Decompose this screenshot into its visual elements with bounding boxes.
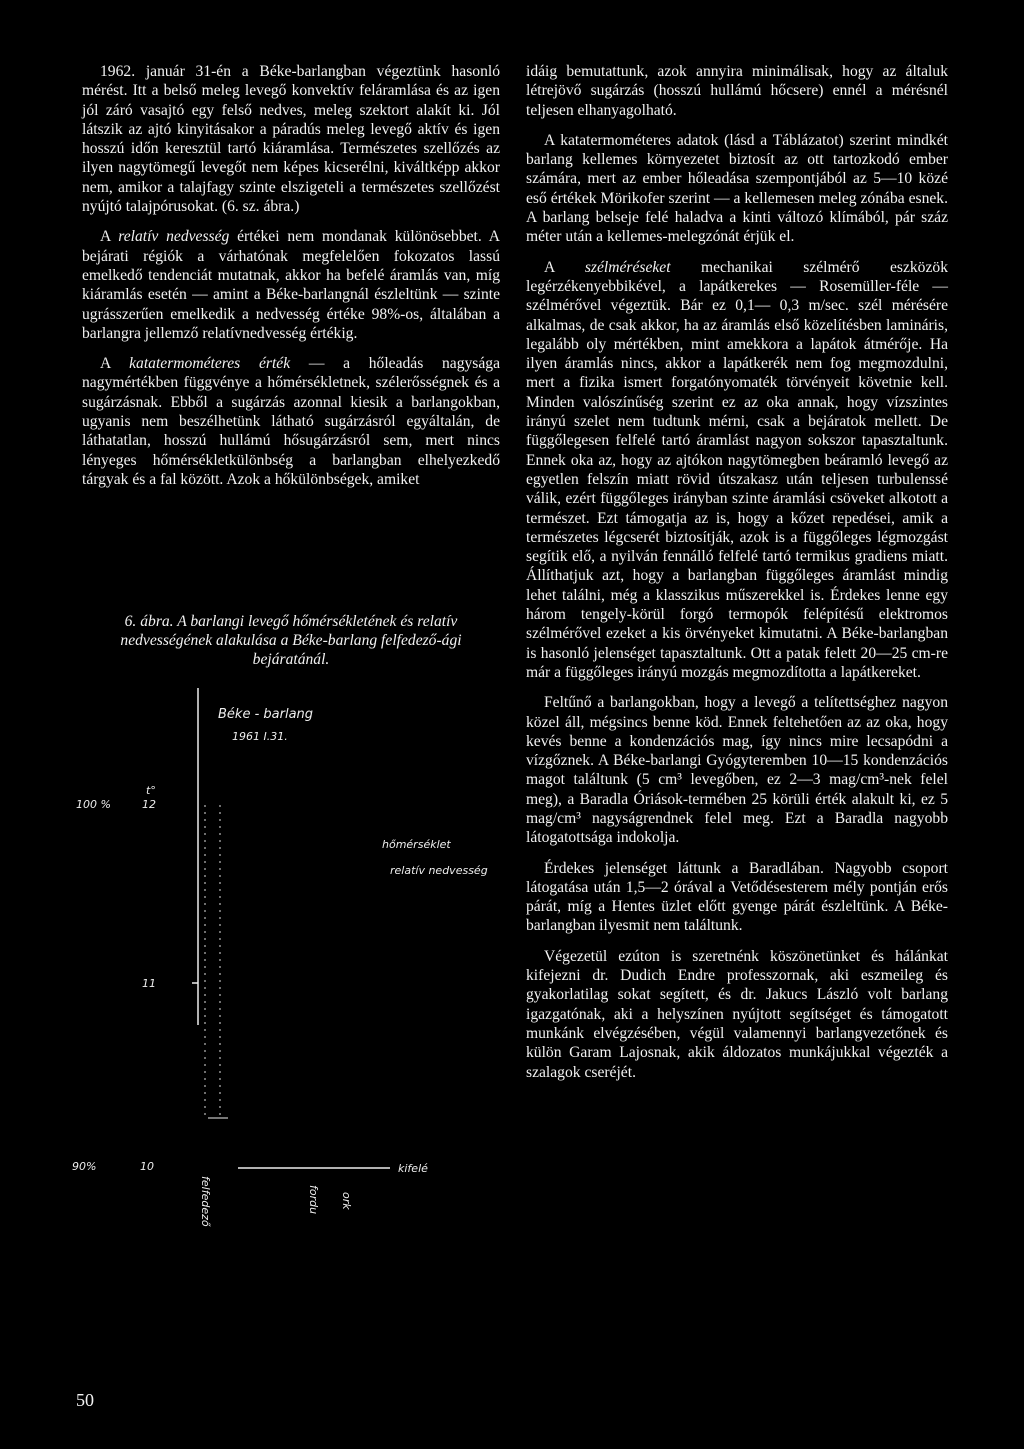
right-paragraph-5: Érdekes jelenséget láttunk a Baradlában. Nagyobb csoport látogatása után 1,5—2 órával a Vetődésesterem mély pontján erős párát, míg a Hentes üzlet előtt gyenge párát észleltünk. A Béke-barlangban ilyesmit nem találtunk. — [526, 859, 948, 935]
temp-tick-12: 12 — [142, 798, 156, 811]
label-fordu: fordu — [307, 1185, 320, 1215]
figure-6-diagram — [60, 680, 500, 1227]
label-felfedezo: felfedező — [199, 1176, 212, 1227]
figure-title: Béke - barlang — [218, 707, 314, 722]
right-paragraph-6: Végezetül ezúton is szeretnénk köszönetünket és hálánkat kifejezni dr. Dudich Endre professzornak, aki eszmeileg és gyakorlatilag sokat segített, és dr. Jakucs László volt barlang igazgatónak, aki a helyszínen nyújtott segítséget és támogatott munkánk elvégzésében, végül valamennyi barlangvezetőnek és külön Garam Lajosnak, akik áldozatos munkájukkal végezték a szalagok cseréjét. — [526, 947, 948, 1081]
label-ork: ork — [340, 1192, 353, 1210]
right-paragraph-3: A szélméréseket mechanikai szélmérő eszközök legérzékenyebbikével, a lapátkerekes — Rosemüller-féle — szélmérővel végeztük. Bár ez 0,1— 0,3 m/sec. szél mérésére alkalmas, de csak akkor, ha az áramlás első közelítésben lamináris, legalább oly mértékben, mint amekkora a lapátok átmérője. Ha ilyen áramlás nincs, akkor a lapátkerék nem fog megmozdulni, mert a fizika ismert forgatónyomaték törvényeit követnie kell. Minden valószínűség szerint ez az oka annak, hogy vízszintes irányú szelet nem tudtunk mérni, csak a bejáratok mellett. De függőlegesen felfelé tartó áramlást nagyon sokszor tapasztaltunk. Ennek oka az, hogy az ajtókon nagytömegben beáramló levegő az egyetlen felszín miatt rövid útszakasz után teljesen turbulenssé válik, ezért függőleges irányban szinte áramlási csöveket alkotott a természet. Ezt támogatja az is, hogy a kőzet repedései, amik a természetes légcserét biztosítják, azok is a függőleges légmozgást segítik elő, a nyilván fennálló felfelé tartó termikus gradiens miatt. Állíthatjuk azt, hogy a barlangban függőleges áramlást mindig lehet találni, még a klasszikus műszerekkel is. Érdekes lenne egy három tengely-körül forgó termopók felépítésű elektromos szélmérővel ezeket a kis örvényeket kimutatni. A Béke-barlangban is hasonló jelenséget tapasztaltunk. Ott a patak felett 20—25 cm-re már a függőleges irányú mozgás megmozdította a lapátkereket. — [526, 258, 948, 681]
right-paragraph-2: A katatermométeres adatok (lásd a Táblázatot) szerint mindkét barlang kellemes környezetet biztosít az ott tartozkodó ember számára, mert az ember hőleadása szempontjából az 5—10 közé eső értékek Mörikofer szerint — a kellemesen meleg zónába esnek. A barlang belseje felé haladva a kinti változó klímából, pár száz méter után a kellemes-melegzónát érjük el. — [526, 131, 948, 246]
term-szelmeresek: szélméréseket — [584, 258, 671, 276]
left-paragraph-3: A katatermométeres érték — a hőleadás nagysága nagymértékben függvénye a hőmérsékletnek, szélerősségnek és a sugárzásnak. Ebből a sugárzás azonnal kiesik a barlangokban, ugyanis nem beszélhetünk látható sugárzásról egyáltalán, de láthatatlan, hosszú hullámú hősugárzásról sem, mert nincs lényeges hőmérsékletkülönbség a barlangban elhelyezkedő tárgyak és a fal között. Azok a hőkülönbségek, amiket — [82, 355, 500, 488]
axis-label-100-percent: 100 % — [76, 798, 111, 811]
label-kifele: kifelé — [398, 1162, 428, 1175]
term-katatermometer: katatermométeres érték — [129, 355, 291, 373]
axis-unit-temperature: t° — [146, 784, 156, 797]
temp-tick-11: 11 — [142, 977, 156, 990]
left-paragraph-2: A relatív nedvesség értékei nem mondanak különösebbet. A bejárati régiók a várhatónak megfelelően fokozatos lassú emelkedő tendenciát mutatnak, akkor ha befelé áramlás van, míg kiáramlás esetén — amint a Béke-barlangnál észleltünk — szinte ugrásszerűen emelkedik a nedvesség értéke 98%-os, általában a barlangra jellemző relatívnedvesség értékig. — [82, 228, 500, 342]
legend-temperature: hőmérséklet — [382, 838, 451, 851]
axis-label-90-percent: 90% — [72, 1160, 97, 1173]
temp-tick-10: 10 — [140, 1160, 154, 1173]
figure-date: 1961 I.31. — [232, 730, 288, 743]
figure-caption: 6. ábra. A barlangi levegő hőmérsékletének és relatív nedvességének alakulása a Béke-barlang felfedező-ági bejáratánál. — [120, 613, 462, 668]
left-paragraph-1: 1962. január 31-én a Béke-barlangban végeztünk hasonló mérést. Itt a belső meleg levegő konvektív feláramlása és az igen jól záró vasajtó egy felső nedves, meleg szektort alakít ki. Jól látszik az ajtó kinyitásakor a páradús meleg levegő aktív és igen hosszú időn keresztül tartó kiáramlása. Természetes szellőzés az ilyen nagytömegű levegőt nem képes kicserélni, kiváltképp akkor nem, amikor a talajfagy szinte elszigeteli a természetes szellőzést nyújtó talajpórusokat. (6. sz. ábra.) — [82, 63, 500, 216]
page-number: 50 — [76, 1390, 94, 1410]
term-relative-humidity: relatív nedvesség — [118, 228, 230, 246]
right-paragraph-1: idáig bemutattunk, azok annyira minimálisak, hogy az általuk létrejövő sugárzás (hosszú hullámú hőcsere) ennél a mérésnél teljesen elhanyagolható. — [526, 63, 948, 119]
legend-relative-humidity: relatív nedvesség — [390, 864, 488, 877]
right-paragraph-4: Feltűnő a barlangokban, hogy a levegő a telítettséghez nagyon közel áll, mégsincs benne köd. Ennek feltehetően az az oka, hogy kevés benne a kondenzációs mag, így nincs mire lecsapódni a vízgőznek. A Béke-barlangi Gyógyteremben 10—15 kondenzációs magot találtunk (5 cm³ levegőben, ez 2—3 mag/cm³-nek felel meg), a Baradla Óriások-termében 25 körüli érték alakult ki, ez 5 mag/cm³ nagyságrendnek felel meg. Ezt a Baradla nagyobb látogatottsága indokolja. — [526, 694, 948, 847]
left-column — [82, 62, 500, 489]
right-column — [526, 62, 948, 1082]
